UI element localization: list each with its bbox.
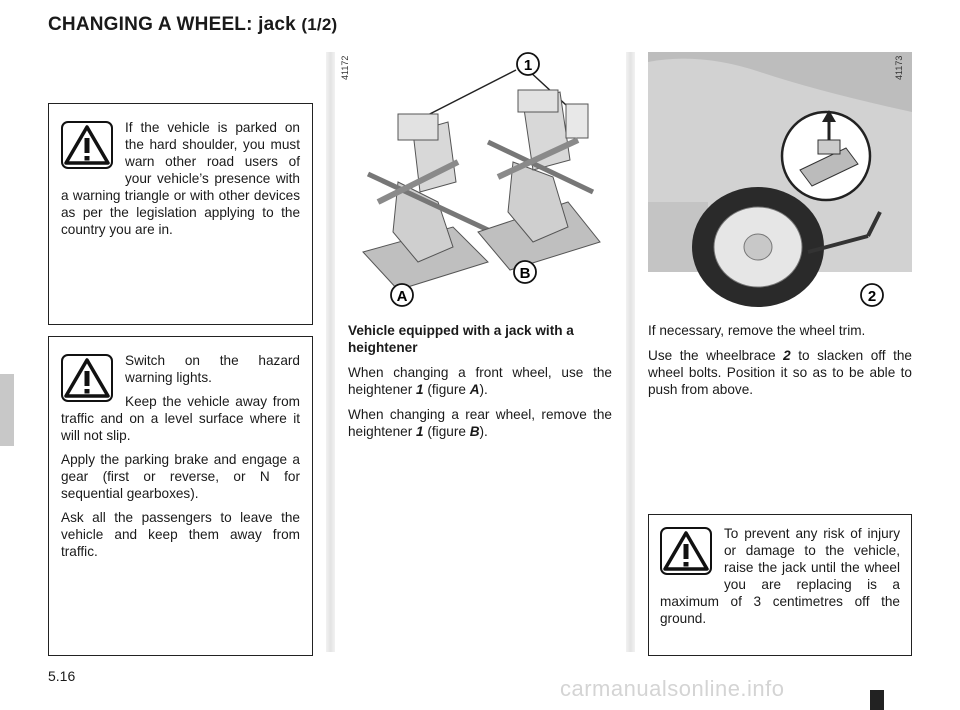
paragraph: When changing a rear wheel, remove the heightener 1 (figure B). [348, 407, 612, 439]
figure-label: 2 [867, 288, 877, 305]
right-column-text [648, 322, 912, 406]
figure-label: 1 [523, 57, 533, 74]
warning-box-shoulder [48, 103, 313, 325]
warning-text: Keep the vehicle away from traffic and on a level surface where it will not slip. [61, 394, 300, 443]
chapter-tab [0, 374, 14, 446]
warning-box-injury [648, 514, 912, 656]
jack-b-illustration [478, 90, 600, 270]
paragraph: Use the wheelbrace 2 to slacken off the wheel bolts. Position it so as to be able to push from above. [648, 348, 912, 397]
warning-text: Switch on the hazard warning lights. [125, 353, 300, 385]
warning-text: If the vehicle is parked on the hard shoulder, you must warn other road users of your vehicle’s presence with a warning triangle or with other devices as per the legislation applying to the country you are in. [61, 120, 300, 237]
warning-triangle-icon [61, 354, 113, 402]
figure-jack [338, 52, 618, 310]
section-heading: Vehicle equipped with a jack with a heightener [348, 323, 574, 355]
middle-column-text [348, 322, 612, 448]
figure-code: 41172 [340, 55, 350, 80]
warning-box-hazard [48, 336, 313, 656]
paragraph: When changing a front wheel, use the heightener 1 (figure A). [348, 365, 612, 397]
warning-triangle-icon [61, 121, 113, 169]
page-corner-tab [870, 690, 884, 710]
paragraph: If necessary, remove the wheel trim. [648, 323, 866, 338]
warning-triangle-icon [660, 527, 712, 575]
page-number: 5.16 [48, 668, 76, 684]
figure-label: B [519, 265, 531, 282]
warning-text: To prevent any risk of injury or damage to the vehicle, raise the jack until the wheel you are replacing is a maximum of 3 centimetres off the ground. [660, 526, 900, 626]
jack-a-illustration [363, 114, 488, 290]
watermark: carmanualsonline.info [560, 676, 785, 701]
figure-wheel [640, 52, 912, 310]
figure-code: 41173 [894, 55, 904, 80]
page-title: CHANGING A WHEEL: jack (1/2) [48, 14, 338, 35]
column-divider [626, 52, 635, 652]
warning-text: Apply the parking brake and engage a gear (first or reverse, or N for sequential gearboxes). [61, 452, 300, 501]
column-divider [326, 52, 335, 652]
figure-label: A [396, 288, 408, 305]
warning-text: Ask all the passengers to leave the vehicle and keep them away from traffic. [61, 510, 300, 559]
